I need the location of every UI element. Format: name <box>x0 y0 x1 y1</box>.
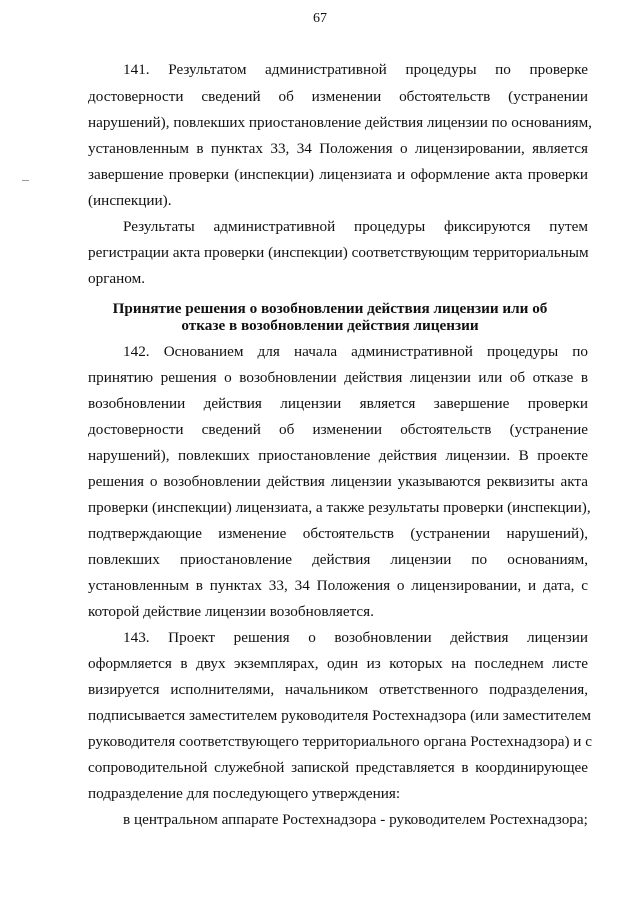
section-heading-line: отказе в возобновлении действия лицензии <box>181 317 479 334</box>
p143-line: руководителя соответствующего территориального органа Ростехнадзора) и с <box>88 733 592 750</box>
p142-line: решения о возобновлении действия лицензии указываются реквизиты акта <box>88 473 588 490</box>
p143-line: визируется исполнителями, начальником ответственного подразделения, <box>88 681 588 698</box>
results-line: органом. <box>88 270 145 287</box>
p141-line: установленным в пунктах 33, 34 Положения о лицензировании, является <box>88 140 588 157</box>
results-line: Результаты административной процедуры фиксируются путем <box>123 218 588 235</box>
p142-line: нарушений), повлекших приостановление действия лицензии. В проекте <box>88 447 588 464</box>
p143-line: в центральном аппарате Ростехнадзора - руководителем Ростехнадзора; <box>123 811 588 828</box>
p143-line: 143. Проект решения о возобновлении действия лицензии <box>123 629 588 646</box>
p141-line: нарушений), повлекших приостановление действия лицензии по основаниям, <box>88 114 592 131</box>
p142-line: повлекших приостановление действия лицензии по основаниям, <box>88 551 588 568</box>
p141-line: достоверности сведений об изменении обстоятельств (устранении <box>88 88 588 105</box>
p141-line: завершение проверки (инспекции) лицензиата и оформление акта проверки <box>88 166 588 183</box>
margin-mark <box>22 180 29 181</box>
p141-line: (инспекции). <box>88 192 172 209</box>
p143-line: подразделение для последующего утверждения: <box>88 785 401 802</box>
p141-line: 141. Результатом административной процедуры по проверке <box>123 61 588 78</box>
page-number: 67 <box>313 11 327 26</box>
p142-line: возобновлении действия лицензии является завершение проверки <box>88 395 588 412</box>
p142-line: достоверности сведений об изменении обстоятельств (устранение <box>88 421 588 438</box>
p143-line: оформляется в двух экземплярах, один из которых на последнем листе <box>88 655 588 672</box>
p142-line: 142. Основанием для начала административной процедуры по <box>123 343 588 360</box>
p143-line: подписывается заместителем руководителя Ростехнадзора (или заместителем <box>88 707 592 724</box>
p142-line: установленным в пунктах 33, 34 Положения о лицензировании, и дата, с <box>88 577 588 594</box>
p143-line: сопроводительной служебной запиской представляется в координирующее <box>88 759 588 776</box>
results-line: регистрации акта проверки (инспекции) соответствующим территориальным <box>88 244 589 261</box>
p142-line: проверки (инспекции) лицензиата, а также результаты проверки (инспекции), <box>88 499 591 516</box>
section-heading-line: Принятие решения о возобновлении действия лицензии или об <box>112 300 548 317</box>
p142-line: подтверждающие изменение обстоятельств (устранении нарушений), <box>88 525 588 542</box>
p142-line: принятию решения о возобновлении действия лицензии или об отказе в <box>88 369 588 386</box>
p142-line: которой действие лицензии возобновляется. <box>88 603 374 620</box>
